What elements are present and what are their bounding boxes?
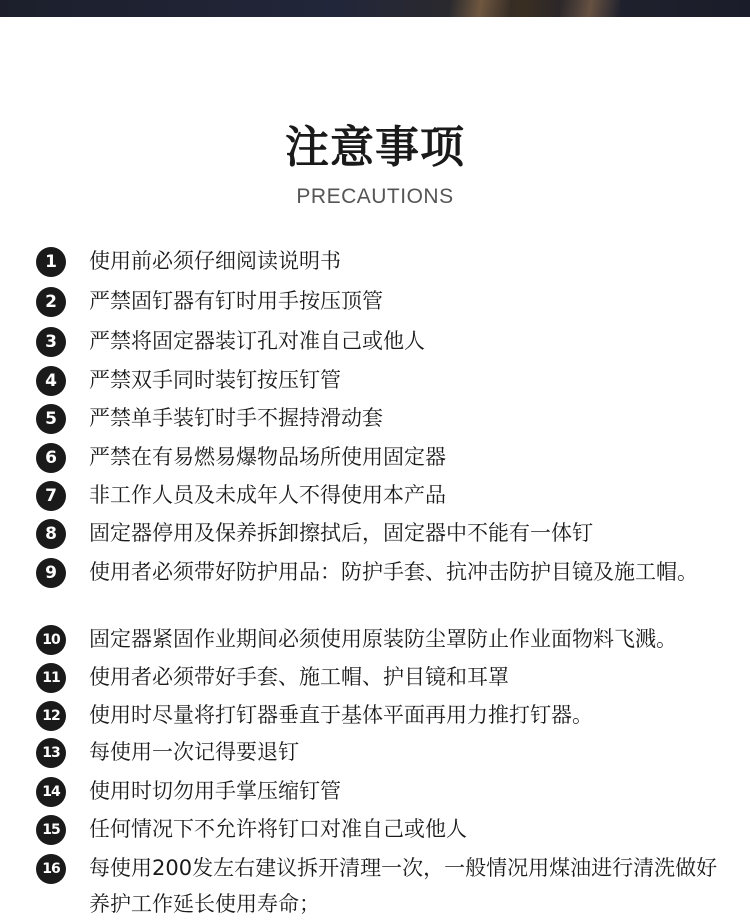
- banner-highlight: [560, 0, 620, 17]
- page-subtitle: PRECAUTIONS: [296, 185, 454, 208]
- list-item-text: 任何情况下不允许将钉口对准自己或他人: [89, 817, 467, 841]
- list-item-text: 严禁固钉器有钉时用手按压顶管: [89, 289, 383, 313]
- number-badge: 6: [36, 443, 66, 473]
- number-badge: 15: [36, 815, 66, 845]
- number-badge: 1: [36, 247, 66, 277]
- number-badge: 10: [36, 625, 66, 655]
- number-badge: 8: [36, 519, 66, 549]
- list-item-text: 严禁在有易燃易爆物品场所使用固定器: [89, 445, 446, 469]
- list-item-text: 使用时尽量将打钉器垂直于基体平面再用力推打钉器。: [89, 703, 593, 727]
- list-item-text: 每使用200发左右建议拆开清理一次，一般情况用煤油进行清洗做好养护工作延长使用寿命；: [89, 856, 718, 916]
- list-item-text: 严禁将固定器装订孔对准自己或他人: [89, 329, 425, 353]
- number-badge: 7: [36, 481, 66, 511]
- list-item-text: 使用前必须仔细阅读说明书: [89, 249, 341, 273]
- list-item-text: 固定器停用及保养拆卸擦拭后，固定器中不能有一体钉: [89, 521, 593, 545]
- banner-highlight: [450, 0, 510, 17]
- list-item-text: 严禁单手装钉时手不握持滑动套: [89, 406, 383, 430]
- page-title: 注意事项: [285, 122, 465, 173]
- list-item-text: 每使用一次记得要退钉: [89, 740, 299, 764]
- number-badge: 4: [36, 366, 66, 396]
- number-badge: 14: [36, 777, 66, 807]
- number-badge: 9: [36, 558, 66, 588]
- list-item-text: 非工作人员及未成年人不得使用本产品: [89, 483, 446, 507]
- number-badge: 16: [36, 854, 66, 884]
- number-badge: 2: [36, 287, 66, 317]
- number-badge: 3: [36, 327, 66, 357]
- list-item-text: 使用者必须带好防护用品：防护手套、抗冲击防护目镜及施工帽。: [89, 560, 698, 584]
- list-item-text: 严禁双手同时装钉按压钉管: [89, 368, 341, 392]
- top-banner-image: [0, 0, 750, 17]
- number-badge: 11: [36, 663, 66, 693]
- number-badge: 5: [36, 404, 66, 434]
- list-item-text: 固定器紧固作业期间必须使用原装防尘罩防止作业面物料飞溅。: [89, 627, 677, 651]
- list-item-text: 使用者必须带好手套、施工帽、护目镜和耳罩: [89, 665, 509, 689]
- list-item-text: 使用时切勿用手掌压缩钉管: [89, 779, 341, 803]
- number-badge: 12: [36, 701, 66, 731]
- number-badge: 13: [36, 738, 66, 768]
